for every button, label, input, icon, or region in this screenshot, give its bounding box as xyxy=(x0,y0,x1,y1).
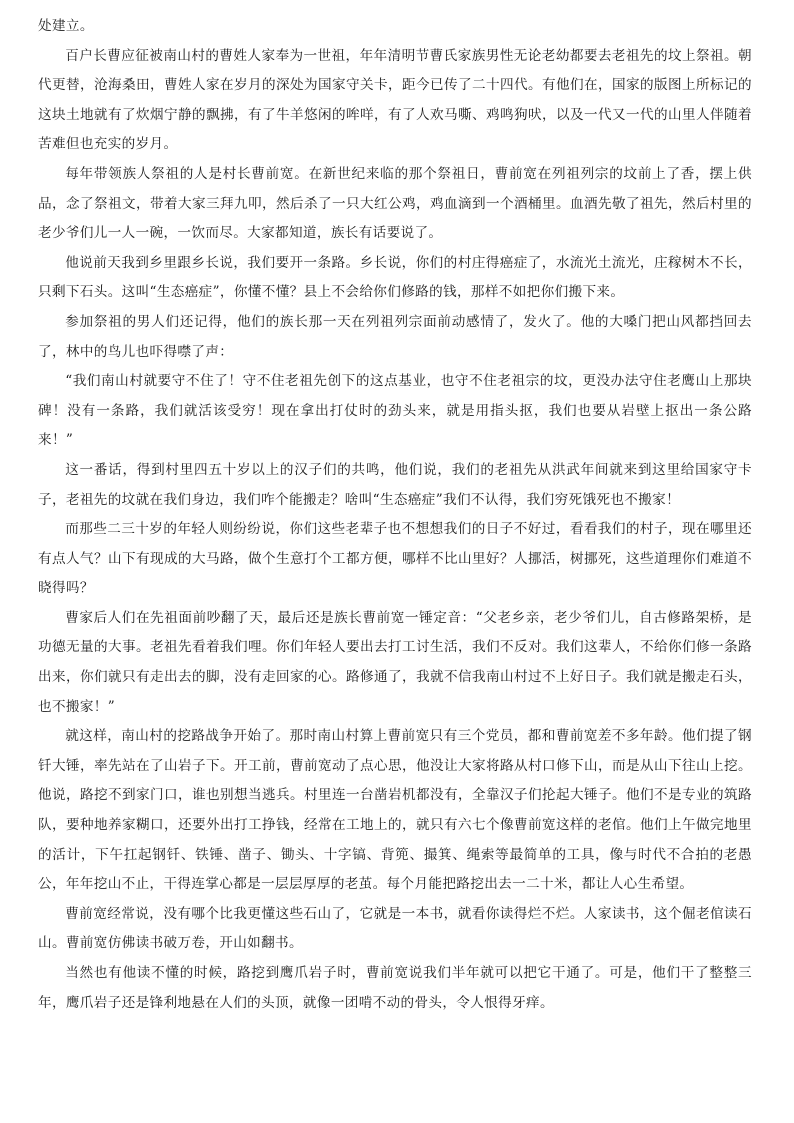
paragraph-youth-reply: 而那些二三十岁的年轻人则纷纷说，你们这些老辈子也不想想我们的日子不好过，看看我们的村子，现在哪里还有点人气？山下有现成的大马路，做个生意打个工都方便，哪样不比山里好？人挪活，树挪死，这些道理你们难道不晓得吗？ xyxy=(38,521,752,597)
paragraph-continuation: 处建立。 xyxy=(38,18,94,34)
paragraph-ancestor-worship: 每年带领族人祭祖的人是村长曹前宽。在新世纪来临的那个祭祖日，曹前宽在列祖列宗的坟前上了香，摆上供品，念了祭祖文，带着大家三拜九叩，然后杀了一只大红公鸡，鸡血滴到一个酒桶里。血酒先敬了祖先，然后村里的老少爷们儿一人一碗，一饮而尽。大家都知道，族长有话要说了。 xyxy=(38,165,752,242)
paragraph-reading-mountains: 曹前宽经常说，没有哪个比我更懂这些石山了，它就是一本书，就看你读得烂不烂。人家读书，这个倔老倌读石山。曹前宽仿佛读书破万卷，开山如翻书。 xyxy=(38,905,752,952)
paragraph-township-talk: 他说前天我到乡里跟乡长说，我们要开一条路。乡长说，你们的村庄得癌症了，水流光土流光，庄稼树木不长，只剩下石头。这叫“生态癌症”，你懂不懂？县上不会给你们修路的钱，那样不如把你们搬下来。 xyxy=(38,254,752,301)
paragraph-chief-angry: 参加祭祖的男人们还记得，他们的族长那一天在列祖列宗面前动感情了，发火了。他的大嗓门把山风都挡回去了，林中的鸟儿也吓得噤了声： xyxy=(38,313,752,360)
paragraph-road-war: 就这样，南山村的挖路战争开始了。那时南山村算上曹前宽只有三个党员，都和曹前宽差不多年龄。他们提了钢钎大锤，率先站在了山岩子下。开工前，曹前宽动了点心思，他没让大家将路从村口修下山，而是从山下往山上挖。他说，路挖不到家门口，谁也别想当逃兵。村里连一台凿岩机都没有，全靠汉子们抡起大锤子。他们不是专业的筑路队，要种地养家糊口，还要外出打工挣钱，经常在工地上的，就只有六七个像曹前宽这样的老倌。他们上午做完地里的活计，下午扛起钢钎、铁锤、凿子、锄头、十字镐、背篼、撮箕、绳索等最简单的工具，像与时代不合拍的老愚公，年年挖山不止，干得连掌心都是一层层厚厚的老茧。每个月能把路挖出去一二十米，都让人心生希望。 xyxy=(38,728,752,893)
paragraph-ancestor: 百户长曹应征被南山村的曹姓人家奉为一世祖，年年清明节曹氏家族男性无论老幼都要去老祖先的坟上祭祖。朝代更替，沧海桑田，曹姓人家在岁月的深处为国家守关卡，距今已传了二十四代。有他们在，国家的版图上所标记的这块土地就有了炊烟宁静的飘拂，有了牛羊悠闲的哞咩，有了人欢马嘶、鸡鸣狗吠，以及一代又一代的山里人伴随着苦难但也充实的岁月。 xyxy=(38,47,752,153)
paragraph-eagle-claw-rock: 当然也有他读不懂的时候，路挖到鹰爪岩子时，曹前宽说我们半年就可以把它干通了。可是，他们干了整整三年，鹰爪岩子还是锋利地悬在人们的头顶，就像一团啃不动的骨头，令人恨得牙痒。 xyxy=(38,965,752,1011)
paragraph-chief-speech: “我们南山村就要守不住了！守不住老祖先创下的这点基业，也守不住老祖宗的坟，更没办法守住老鹰山上那块碑！没有一条路，我们就活该受穷！现在拿出打仗时的劲头来，就是用指头抠，我们也要从岩壁上抠出一条公路来！” xyxy=(38,373,752,449)
paragraph-final-decision: 曹家后人们在先祖面前吵翻了天，最后还是族长曹前宽一锤定音：“父老乡亲，老少爷们儿，自古修路架桥，是功德无量的大事。老祖先看着我们哩。你们年轻人要出去打工讨生活，我们不反对。我们这辈人，不给你们修一条路出来，你们就只有走出去的脚，没有走回家的心。路修通了，我就不信我南山村过不上好日子。我们就是搬走石头，也不搬家！” xyxy=(38,609,752,715)
paragraph-elders-reply: 这一番话，得到村里四五十岁以上的汉子们的共鸣，他们说，我们的老祖先从洪武年间就来到这里给国家守卡子，老祖先的坟就在我们身边，我们咋个能搬走？啥叫“生态癌症”我们不认得，我们穷死饿死也不搬家！ xyxy=(38,461,752,508)
